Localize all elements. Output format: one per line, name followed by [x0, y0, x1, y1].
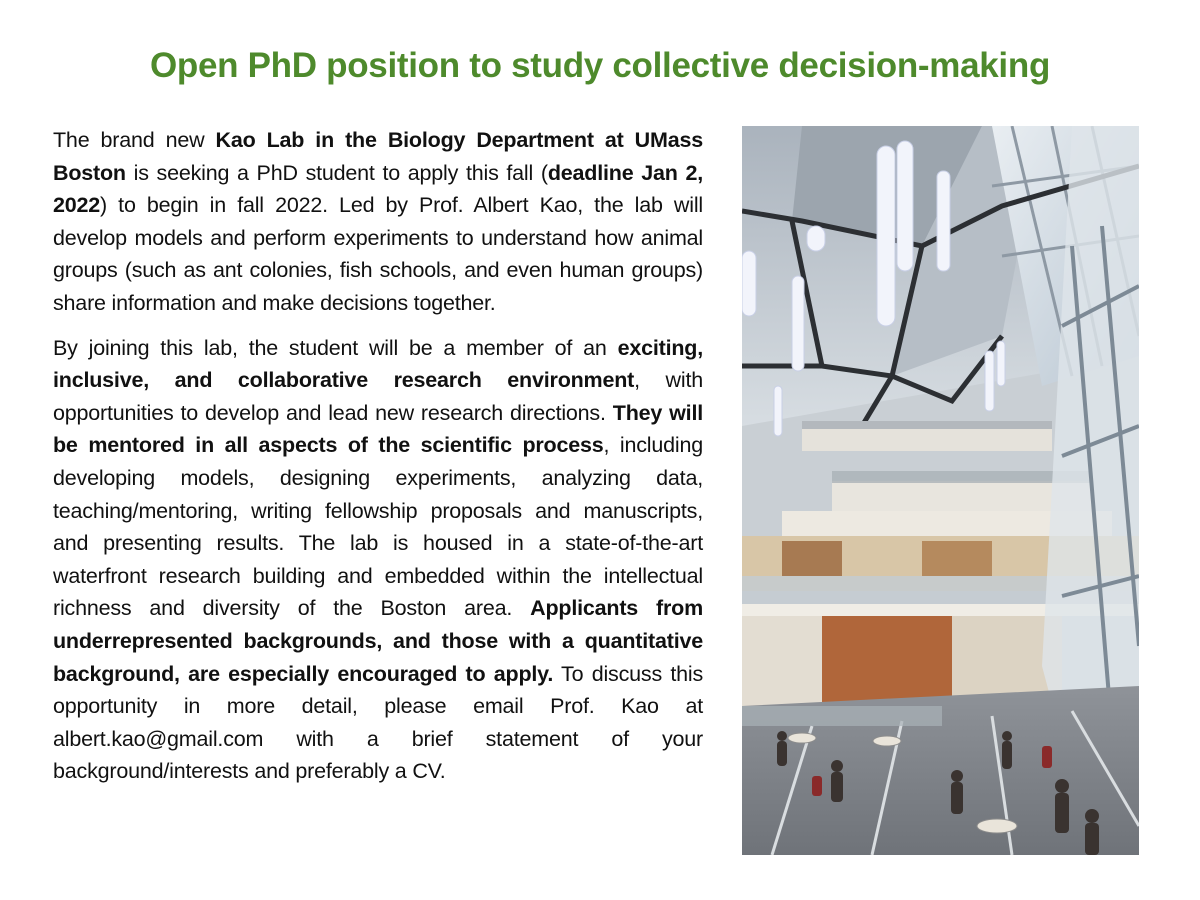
- atrium-illustration: [742, 126, 1139, 855]
- p1-bold-deadline: deadline Jan 2, 2022: [53, 160, 703, 218]
- p2-text-3: , including developing models, designing experiments, analyzing data, teaching/mentoring, writing fellowship proposals and manuscripts, and presenting results. The lab is housed in a state-of-the-art waterfront research building and embedded within the intellectual richness and diversity of the Boston area.: [53, 433, 703, 621]
- p2-bold-1: exciting, inclusive, and collaborative research environment: [53, 335, 703, 393]
- body-text: [53, 124, 703, 800]
- page-title: Open PhD position to study collective decision-making: [149, 46, 1051, 85]
- email-link[interactable]: albert.kao@gmail.com: [53, 726, 264, 751]
- p1-text-2: is seeking a PhD student to apply this fall (: [125, 160, 548, 185]
- p2-bold-3: Applicants from underrepresented backgrounds, and those with a quantitative background, are especially encouraged to apply.: [53, 596, 703, 686]
- p1-text-3: ) to begin in fall 2022. Led by Prof. Albert Kao, the lab will develop models and perform experiments to understand how animal groups (such as ant colonies, fish schools, and even human groups) share information and make decisions together.: [53, 193, 703, 315]
- paragraph-2: [53, 332, 703, 788]
- p2-text-4: To discuss this opportunity in more detail, please email Prof. Kao at: [53, 661, 703, 719]
- p2-bold-2: They will be mentored in all aspects of the scientific process: [53, 400, 703, 458]
- paragraph-1: [53, 124, 703, 320]
- p2-text-1: By joining this lab, the student will be a member of an: [53, 335, 618, 360]
- p2-text-2: , with opportunities to develop and lead new research directions.: [53, 368, 703, 425]
- p2-text-5: with a brief statement of your background/interests and preferably a CV.: [53, 726, 703, 784]
- p1-bold-1: Kao Lab in the Biology Department at UMass Boston: [53, 128, 703, 185]
- p1-text-1: The brand new: [53, 128, 216, 152]
- building-atrium-photo: [742, 126, 1139, 855]
